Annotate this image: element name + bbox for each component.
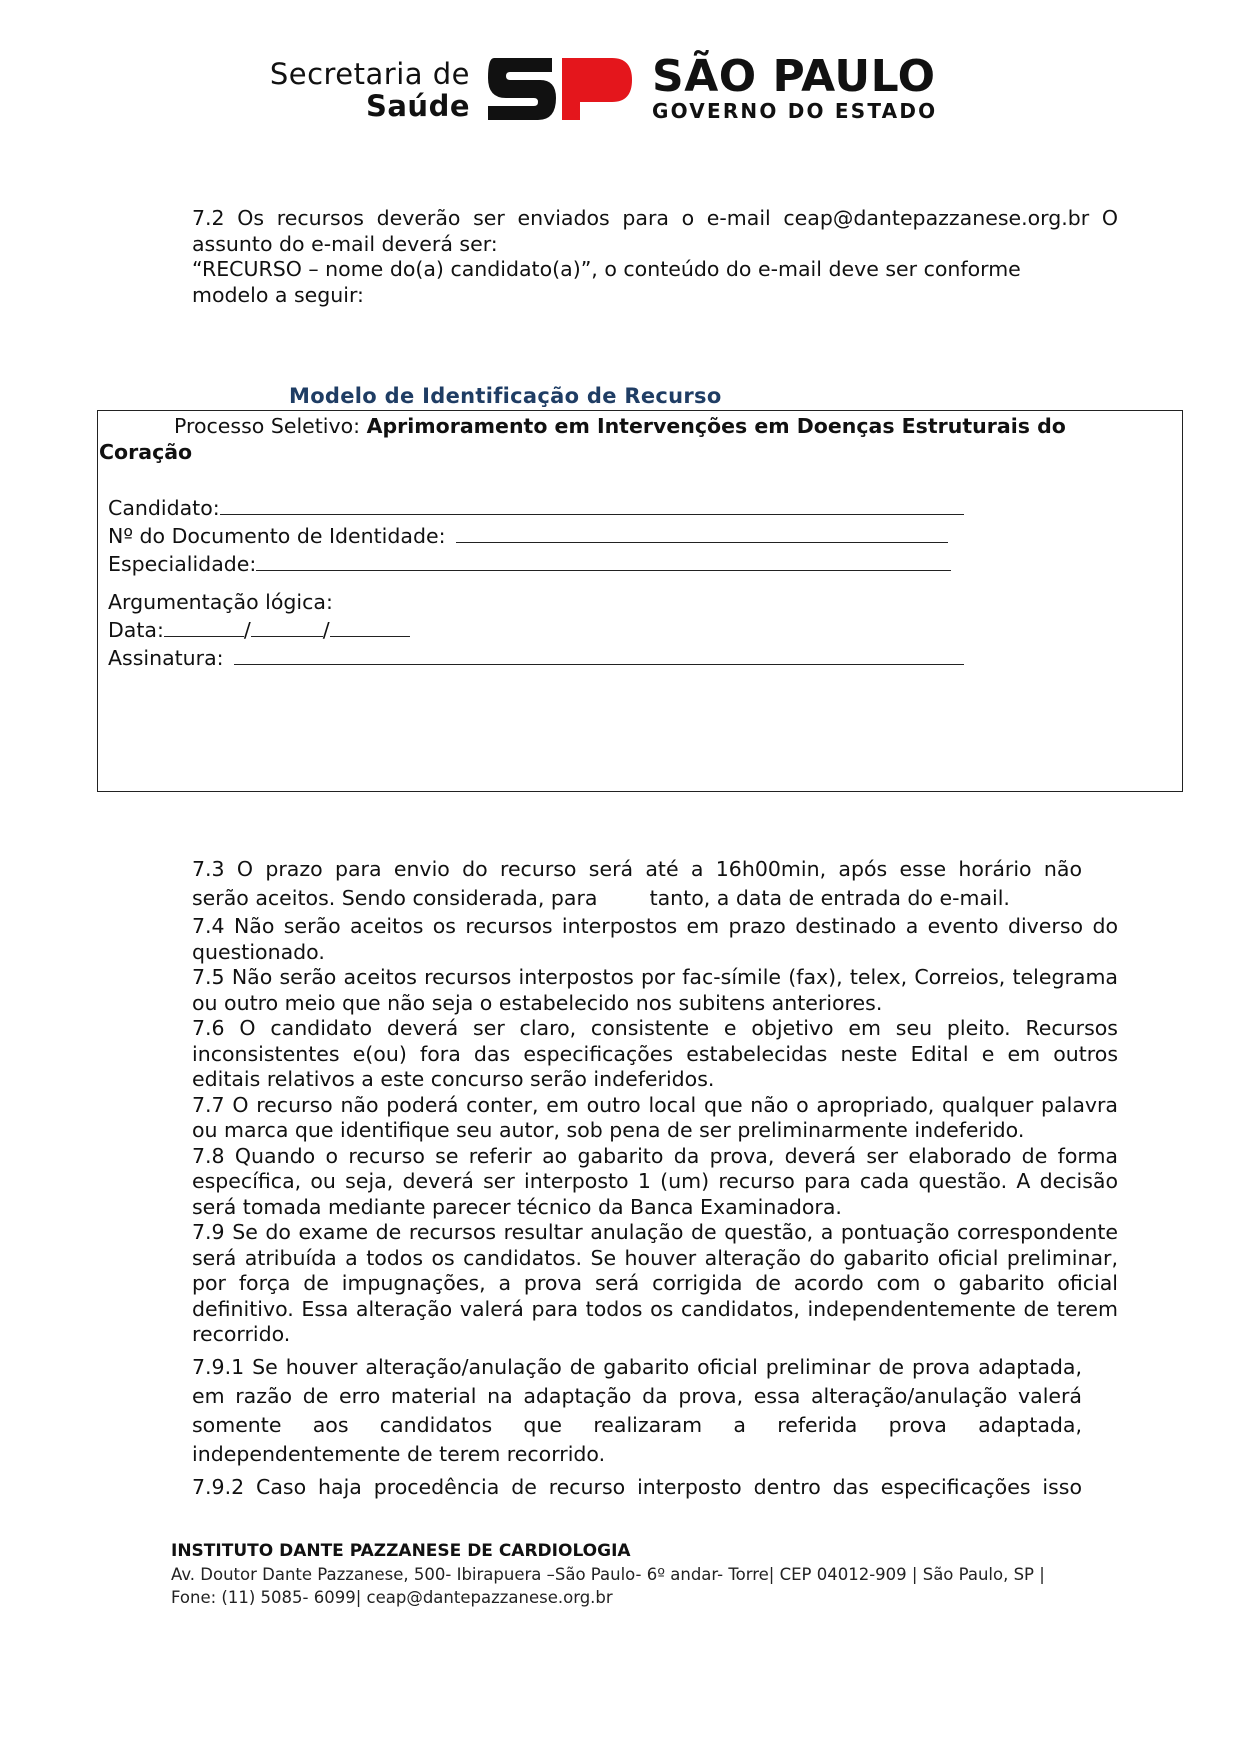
section-7-2-line4: modelo a seguir:: [192, 282, 364, 307]
item-7-9-2: 7.9.2 Caso haja procedência de recurso interposto dentro das especificações isso: [192, 1474, 1082, 1499]
model-title: Modelo de Identificação de Recurso: [289, 384, 722, 408]
candidate-row: [108, 495, 964, 521]
item-7-4: 7.4 Não serão aceitos os recursos interpostos em prazo destinado a evento diverso do questionado.: [192, 914, 1118, 964]
logo-state-line2: GOVERNO DO ESTADO: [652, 99, 938, 123]
specialty-label: Especialidade:: [108, 552, 257, 576]
items-group-a: [192, 857, 1118, 1500]
footer: [171, 1540, 1091, 1609]
process-label: Processo Seletivo:: [174, 414, 361, 438]
signature-line: [234, 646, 964, 665]
item-7-3-line1: 7.3 O prazo para envio do recurso será até a 16h00min, após esse horário não: [192, 857, 1082, 881]
model-form-box: [97, 410, 1183, 792]
sp-logo-mark-icon: [486, 58, 632, 120]
footer-org: INSTITUTO DANTE PAZZANESE DE CARDIOLOGIA: [171, 1541, 631, 1561]
specialty-row: [108, 551, 951, 577]
candidate-label: Candidato:: [108, 496, 220, 520]
date-label: Data:: [108, 618, 164, 642]
item-7-6: 7.6 O candidato deverá ser claro, consistente e objetivo em seu pleito. Recursos inconsistentes e(ou) fora das especificações estabelecidas neste Edital e em outros editais relativos a este concurso serão indeferidos.: [192, 1016, 1118, 1091]
process-row: [174, 413, 1066, 439]
date-sep1: /: [243, 618, 251, 642]
item-7-8: 7.8 Quando o recurso se referir ao gabarito da prova, deverá ser elaborado de forma específica, ou seja, deverá ser interposto 1 (um) recurso para cada questão. A decisão será tomada mediante parecer técnico da Banca Examinadora.: [192, 1143, 1118, 1219]
date-row: [108, 617, 410, 643]
document-row: [108, 523, 948, 549]
item-7-9: 7.9 Se do exame de recursos resultar anulação de questão, a pontuação correspondente será atribuída a todos os candidatos. Se houver alteração do gabarito oficial preliminar, por força de impugnações, a prova será corrigida de acordo com o gabarito oficial definitivo. Essa alteração valerá para todos os candidatos, independentemente de terem recorrido.: [192, 1220, 1118, 1346]
logo-state-line1: SÃO PAULO: [652, 51, 936, 102]
date-month-line: [251, 618, 323, 637]
signature-label: Assinatura:: [108, 646, 224, 670]
logo-secretaria-line2: Saúde: [365, 89, 470, 123]
specialty-line: [256, 552, 951, 571]
item-7-9-1: 7.9.1 Se houver alteração/anulação de gabarito oficial preliminar de prova adaptada, em razão de erro material na adaptação da prova, essa alteração/anulação valerá somente aos candidatos que realizaram a referida prova adaptada, independentemente de terem recorrido.: [192, 1354, 1082, 1466]
process-name-line1: Aprimoramento em Intervenções em Doenças Estruturais do: [366, 414, 1066, 438]
date-year-line: [330, 618, 410, 637]
item-7-5: 7.5 Não serão aceitos recursos interpostos por fac-símile (fax), telex, Correios, telegrama ou outro meio que não seja o estabelecido nos subitens anteriores.: [192, 965, 1118, 1015]
argument-label: Argumentação lógica:: [108, 590, 333, 614]
candidate-line: [220, 496, 964, 515]
document-line: [456, 524, 948, 543]
header-logo: [258, 52, 978, 132]
item-7-7: 7.7 O recurso não poderá conter, em outro local que não o apropriado, qualquer palavra ou marca que identifique seu autor, sob pena de ser preliminarmente indeferido.: [192, 1092, 1118, 1142]
footer-contact: Fone: (11) 5085- 6099| ceap@dantepazzanese.org.br: [171, 1588, 613, 1607]
logo-secretaria-line1: Secretaria de: [269, 57, 470, 91]
date-sep2: /: [322, 618, 330, 642]
section-7-2-line3: “RECURSO – nome do(a) candidato(a)”, o conteúdo do e-mail deve ser conforme: [192, 257, 1021, 281]
footer-address: Av. Doutor Dante Pazzanese, 500- Ibirapuera –São Paulo- 6º andar- Torre| CEP 04012-909 | São Paulo, SP |: [171, 1565, 1045, 1584]
section-7-2-line1: 7.2 Os recursos deverão ser enviados para o e-mail ceap@dantepazzanese.org.br O: [192, 206, 1118, 230]
date-day-line: [164, 618, 244, 637]
logo-secretaria-text: [258, 58, 470, 122]
section-7-2-line2: assunto do e-mail deverá ser:: [192, 231, 498, 256]
document-label: Nº do Documento de Identidade:: [108, 524, 446, 548]
signature-row: [108, 645, 964, 671]
item-7-3-line2: serão aceitos. Sendo considerada, para tanto, a data de entrada do e-mail.: [192, 885, 1010, 910]
logo-state-text: [652, 51, 938, 123]
section-7-2: [192, 206, 1118, 308]
process-name-line2: Coração: [99, 440, 193, 464]
